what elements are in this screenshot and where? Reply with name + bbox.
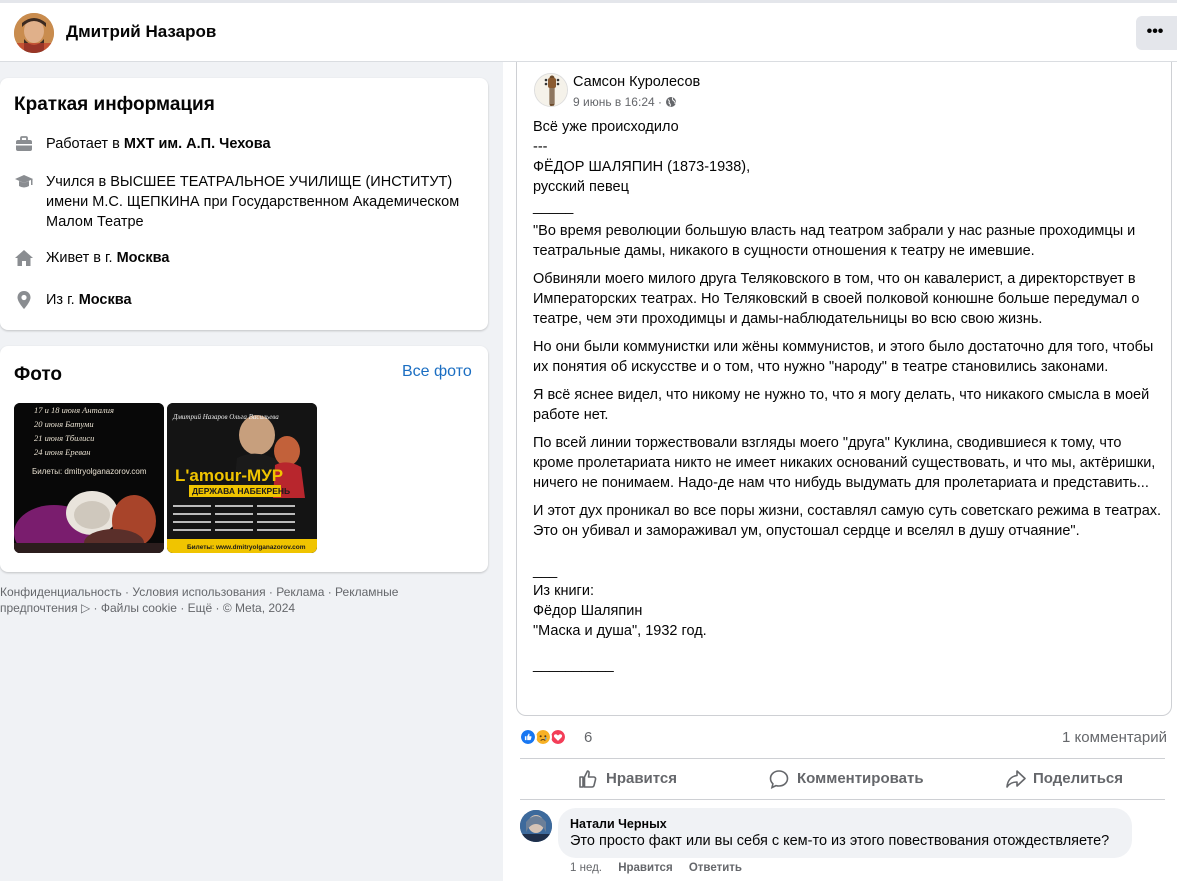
like-button[interactable]: Нравится bbox=[578, 759, 698, 799]
study-prefix: Учился в bbox=[46, 174, 111, 190]
shared-post-time[interactable]: 9 июнь в 16:24 · bbox=[573, 95, 662, 109]
lives-prefix: Живет в г. bbox=[46, 250, 117, 266]
shared-post-author-avatar[interactable] bbox=[534, 73, 568, 107]
like-icon bbox=[578, 769, 598, 789]
commenter-avatar[interactable] bbox=[520, 810, 552, 842]
home-icon bbox=[14, 248, 34, 268]
intro-title: Краткая информация bbox=[14, 94, 215, 115]
shared-post-body bbox=[533, 117, 1163, 675]
post-line: --- bbox=[533, 139, 548, 155]
photo-2-image bbox=[167, 403, 317, 553]
comment-item bbox=[520, 808, 1170, 878]
svg-text:Билеты: dmitryolganazorov.com: Билеты: dmitryolganazorov.com bbox=[32, 467, 147, 476]
more-options-button[interactable]: ••• bbox=[1136, 16, 1177, 50]
comment-icon bbox=[769, 769, 789, 789]
post-line: Фёдор Шаляпин bbox=[533, 603, 643, 619]
commenter-avatar-image bbox=[520, 810, 552, 842]
post-paragraph: "Во время революции большую власть над театром забрали у нас разные проходимцы и театральные дамы, никакого в сущности отношения к театру не имевшие. bbox=[533, 223, 1136, 259]
post-line: "Маска и душа", 1932 год. bbox=[533, 623, 707, 639]
study-place-link[interactable]: ВЫСШЕЕ ТЕАТРАЛЬНОЕ УЧИЛИЩЕ (ИНСТИТУТ) имени М.С. ЩЕПКИНА при Государственном Академическом Малом Театре bbox=[46, 174, 460, 230]
comment-reply-button[interactable]: Ответить bbox=[688, 862, 743, 874]
post-line: Всё уже происходило bbox=[533, 119, 679, 135]
commenter-name[interactable]: Натали Черных bbox=[570, 817, 667, 831]
shared-post bbox=[516, 62, 1172, 716]
post-line: __________ bbox=[533, 657, 614, 673]
post-panel bbox=[503, 62, 1177, 881]
comment-time[interactable]: 1 нед. bbox=[570, 862, 602, 874]
share-button[interactable]: Поделиться bbox=[1005, 759, 1135, 799]
post-action-bar bbox=[520, 758, 1165, 800]
svg-text:Дмитрий Назаров Ольга Василье: Дмитрий Назаров Ольга Васильева bbox=[173, 413, 279, 421]
comment-like-button[interactable]: Нравится bbox=[618, 862, 673, 874]
profile-name[interactable]: Дмитрий Назаров bbox=[66, 22, 217, 41]
lives-city-link[interactable]: Москва bbox=[116, 250, 170, 266]
profile-avatar[interactable] bbox=[14, 13, 54, 53]
all-photos-link[interactable]: Все фото bbox=[402, 363, 472, 380]
photo-thumbnail-2[interactable] bbox=[167, 403, 317, 553]
post-paragraph: По всей линии торжествовали взгляды моего "друга" Куклина, сводившиеся к тому, что кроме пролетариата никто не имеет никаких оснований существовать, и что мы, актёришки, ничего не понимаем. Надо-де нам что нибудь выдумать для пролетариата и представить... bbox=[533, 435, 1156, 491]
profile-header bbox=[0, 0, 1177, 62]
post-line: ФЁДОР ШАЛЯПИН (1873-1938), bbox=[533, 159, 751, 175]
work-place-link[interactable]: МХТ им. А.П. Чехова bbox=[123, 136, 271, 152]
post-paragraph: И этот дух проникал во все поры жизни, составлял самую суть советскаго режима в театрах. Это он убивал и замораживал ум, опустошал сердце и вселял в душу отчаяние". bbox=[533, 503, 1162, 539]
post-line: Из книги: bbox=[533, 583, 594, 599]
briefcase-icon bbox=[14, 134, 34, 154]
svg-text:24 июня Ереван: 24 июня Ереван bbox=[34, 447, 91, 457]
from-prefix: Из г. bbox=[46, 292, 79, 308]
post-line: _____ bbox=[533, 199, 574, 215]
comment-bubble bbox=[558, 808, 1132, 858]
svg-text:21 июня Тбилиси: 21 июня Тбилиси bbox=[34, 433, 95, 443]
svg-text:20 июня Батуми: 20 июня Батуми bbox=[34, 419, 94, 429]
share-icon bbox=[1005, 769, 1027, 789]
comment-meta bbox=[570, 862, 755, 874]
photos-card bbox=[0, 346, 488, 572]
reaction-count[interactable]: 6 bbox=[584, 729, 593, 746]
footer-links[interactable]: Конфиденциальность · Условия использования · Реклама · Рекламные предпочтения ▷ · Файлы cookie · Ещё · © Meta, 2024 bbox=[0, 585, 399, 615]
post-paragraph: Обвиняли моего милого друга Теляковского в том, что он кавалерист, а директорствует в Императорских театрах. Но Теляковский в своей полковой конюшне больше передумал о театре, чем эти проходимцы и дамы-наблюдательницы во всю свою жизнь. bbox=[533, 271, 1140, 327]
post-paragraph: Я всё яснее видел, что никому не нужно то, что я могу делать, что никакого смысла в моей работе нет. bbox=[533, 387, 1150, 423]
like-reaction-icon bbox=[519, 728, 537, 746]
photos-title: Фото bbox=[14, 364, 63, 385]
intro-card bbox=[0, 78, 488, 330]
work-prefix: Работает в bbox=[46, 136, 124, 152]
guitar-avatar-icon bbox=[535, 74, 568, 107]
location-pin-icon bbox=[14, 290, 34, 310]
svg-text:17 и 18 июня Анталия: 17 и 18 июня Анталия bbox=[34, 405, 114, 415]
svg-text:Билеты: www.dmitryolganazorov.: Билеты: www.dmitryolganazorov.com bbox=[187, 544, 306, 551]
comment-text: Это просто факт или вы себя с кем-то из этого повествования отождествляете? bbox=[570, 833, 1110, 849]
photo-thumbnail-1[interactable] bbox=[14, 403, 164, 553]
globe-icon bbox=[665, 96, 677, 108]
from-city-link[interactable]: Москва bbox=[78, 292, 132, 308]
shared-post-author[interactable]: Самсон Куролесов bbox=[573, 74, 701, 90]
graduation-cap-icon bbox=[14, 172, 34, 192]
post-line: русский певец bbox=[533, 179, 629, 195]
comment-button[interactable]: Комментировать bbox=[769, 759, 929, 799]
svg-text:ДЕРЖАВА НАБЕКРЕНЬ: ДЕРЖАВА НАБЕКРЕНЬ bbox=[192, 486, 291, 496]
post-line: ___ bbox=[533, 563, 558, 579]
photo-1-image bbox=[14, 403, 164, 553]
post-paragraph: Но они были коммунистки или жёны коммунистов, и этого было достаточно для того, чтобы их понятия об искусстве и о том, что нужно "народу" в театре становились законами. bbox=[533, 339, 1154, 375]
comments-count[interactable]: 1 комментарий bbox=[1062, 729, 1167, 746]
svg-text:L'amour-МУР: L'amour-МУР bbox=[175, 466, 284, 485]
